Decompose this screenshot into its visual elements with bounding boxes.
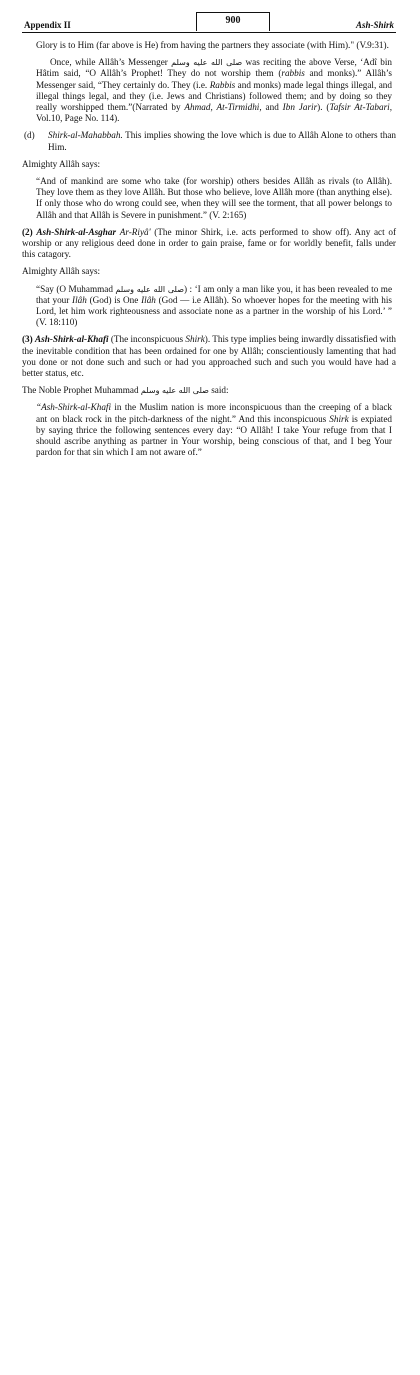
salutation-arabic: صلى الله عليه وسلم <box>171 58 243 68</box>
italic-term: Shirk <box>185 334 205 345</box>
quote-verse-18-110 <box>22 284 396 329</box>
italic-term: rabbis <box>281 68 305 79</box>
list-item-d <box>22 130 396 152</box>
term-shirk-al-mahabbah: Shirk-al-Mahabbah. <box>48 130 123 141</box>
section-minor-shirk <box>22 227 396 261</box>
section-subterm: Ar-Riyâ' <box>119 226 151 237</box>
salutation-arabic: صلى الله عليه وسلم <box>140 386 209 396</box>
text-run: ). ( <box>317 102 330 113</box>
header-rule <box>22 32 396 33</box>
text-run: (God) is One <box>86 294 142 305</box>
text-run: (God — i.e Allâh). So whoever hopes for the meeting with his Lord, let him work righteousness and associate none as a partner in the worship of his Lord.’ ” (V. 18:110) <box>36 294 392 328</box>
section-number: (2) <box>22 226 33 237</box>
italic-term: “Ash-Shirk-al-Khafi <box>36 402 112 413</box>
section-text: (The minor Shirk, i.e. acts performed to show off). Any act of worship or any religious deed done in order to gain praise, fame or for worldly benefit, falls under this catagory. <box>22 226 397 260</box>
italic-term: Ahmad, At-Tirmidhi, <box>184 102 262 113</box>
paragraph-adi-bin-hatim <box>22 57 396 124</box>
header-topic-label: Ash-Shirk <box>355 20 394 30</box>
page-header <box>22 10 396 36</box>
italic-term: Rabbis <box>209 79 236 90</box>
list-label: (d) <box>24 130 35 141</box>
quote-hadith <box>22 402 396 458</box>
text-run: said: <box>208 385 229 396</box>
text-run: “Say (O Muhammad <box>36 283 116 294</box>
list-item-d-text: This implies showing the love which is due to Allâh Alone to others than Him. <box>48 130 396 152</box>
italic-term: Ilâh <box>72 294 87 305</box>
text-run: is expiated by saying thrice the following sentences every day: “O Allâh! I take Your refuge from that I should ascribe anything as partner in Your worship, being conscious of that, and I beg Your pardon for that sin which I am not aware of.” <box>36 413 392 458</box>
text-run: (The inconspicuous <box>108 334 186 345</box>
italic-term: Tafsir At-Tabari, <box>329 102 392 113</box>
says-heading-2: Almighty Allâh says: <box>22 266 101 277</box>
section-inconspicuous-shirk <box>22 334 396 379</box>
section-term: Ash-Shirk-al-Asghar <box>36 226 117 237</box>
italic-term: Ibn Jarir <box>282 102 318 113</box>
text-run: and monks).” Allâh’s Messenger said, “They certainly do. They (i.e. <box>36 68 393 90</box>
text-run: and monks) made legal things illegal, and illegal things legal, and they (i.e. Jews and Christians) followed them; and by doing so they really worshipped them.”(Narrated by <box>36 79 392 113</box>
text-run: The Noble Prophet Muhammad <box>22 385 141 396</box>
says-heading-1: Almighty Allâh says: <box>22 158 101 169</box>
quote-verse-2-165: “And of mankind are some who take (for worship) others besides Allâh as rivals (to Allâh). They love them as they love Allâh. But those who believe, love Allâh more (than anything else). If only those who do wrong could see, when they will see the torment, that all power belongs to Allâh and that Allâh is Severe in punishment.” (V. 2:165) <box>36 176 392 220</box>
page-number: 900 <box>196 12 270 31</box>
header-appendix-label: Appendix II <box>24 20 71 30</box>
italic-term: Ilâh <box>141 294 156 305</box>
salutation-arabic: صلى الله عليه وسلم <box>115 284 184 294</box>
section-number: (3) <box>22 334 33 345</box>
text-run: Once, while Allâh’s Messenger <box>50 57 172 68</box>
text-run: ) : ‘I am only a man like you, it has been revealed to me that your <box>36 283 393 305</box>
text-run: and <box>261 102 283 113</box>
text-run: Vol.10, Page No. 114). <box>36 113 120 124</box>
page-body <box>22 40 396 465</box>
section-term: Ash-Shirk-al-Khafi <box>35 334 109 345</box>
text-run: was reciting the above Verse, ‘Adî bin Hâtim said, “O Allâh’s Prophet! They do not worship them ( <box>36 57 393 79</box>
italic-term: Shirk <box>329 413 349 424</box>
prophet-said-heading <box>22 385 396 396</box>
text-run: ). This type implies being inwardly dissatisfied with the inevitable condition that has been ordained for one by Allâh; conscientiously lamenting that had you done or not done such and such or had you approached such and such you would have had a better status, etc. <box>22 334 397 379</box>
paragraph-glory <box>22 40 396 51</box>
paragraph-glory-text: Glory is to Him (far above is He) from having the partners they associate (with Him)." (V.9:31). <box>36 40 389 50</box>
text-run: in the Muslim nation is more inconspicuous than the creeping of a black ant on black rock in the pitch-darkness of the night.” And this inconspicuous <box>36 402 392 424</box>
